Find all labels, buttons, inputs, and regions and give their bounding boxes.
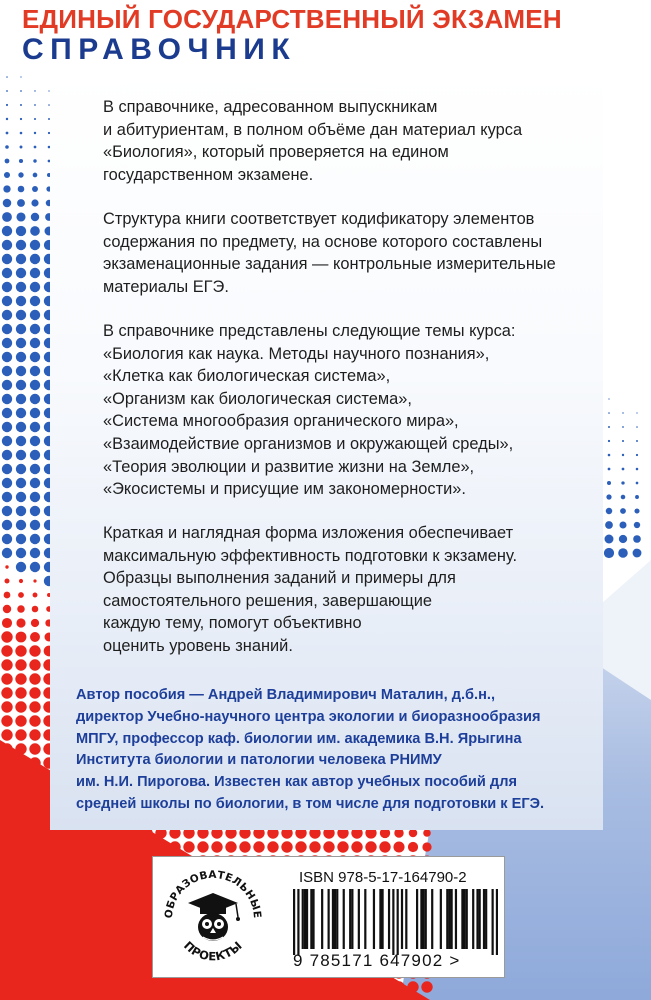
barcode-bar bbox=[364, 889, 366, 949]
blue-dot bbox=[34, 118, 36, 120]
blue-dot bbox=[20, 90, 22, 92]
barcode-bar bbox=[422, 889, 424, 949]
blue-dot bbox=[5, 145, 9, 149]
blue-dot bbox=[31, 213, 39, 221]
red-dot bbox=[211, 841, 222, 852]
blue-dot bbox=[2, 212, 12, 222]
blue-dot bbox=[30, 548, 40, 558]
blue-dot bbox=[30, 562, 40, 572]
text-line: каждую тему, помогут объективно bbox=[103, 614, 362, 633]
blue-dot bbox=[2, 478, 12, 488]
barcode-bar bbox=[336, 889, 338, 949]
blue-dot bbox=[30, 450, 40, 460]
blue-dot bbox=[6, 90, 8, 92]
owl-graduation-cap-icon bbox=[188, 893, 240, 941]
red-dot bbox=[183, 841, 194, 852]
barcode-bar bbox=[397, 889, 399, 955]
barcode-bar bbox=[466, 889, 468, 949]
red-dot bbox=[33, 579, 36, 582]
blue-dot bbox=[19, 159, 23, 163]
blue-dot bbox=[30, 408, 40, 418]
blue-dot bbox=[30, 464, 40, 474]
blue-dot bbox=[633, 549, 642, 558]
blue-dot bbox=[2, 324, 12, 334]
red-dot bbox=[32, 606, 39, 613]
author-line: средней школы по биологии, в том числе для подготовки к ЕГЭ. bbox=[76, 795, 545, 812]
red-dot bbox=[1, 701, 12, 712]
red-dot bbox=[239, 841, 250, 852]
barcode-bar bbox=[463, 889, 465, 949]
red-dot bbox=[1, 645, 12, 656]
blue-dot bbox=[16, 212, 25, 221]
red-dot bbox=[1, 659, 12, 670]
blue-dot bbox=[2, 296, 12, 306]
blue-dot bbox=[621, 495, 626, 500]
blue-dot bbox=[604, 548, 614, 558]
topic-item: «Теория эволюции и развитие жизни на Земле», bbox=[103, 457, 475, 476]
red-dot bbox=[29, 715, 40, 726]
blue-dot bbox=[6, 104, 8, 106]
red-dot bbox=[408, 842, 418, 852]
red-dot bbox=[15, 673, 26, 684]
blue-dot bbox=[634, 522, 640, 528]
blue-dot bbox=[18, 186, 25, 193]
blue-dot bbox=[34, 90, 35, 91]
annotation-panel bbox=[50, 68, 603, 830]
topic-item: «Организм как биологическая система», bbox=[103, 389, 412, 408]
text-line: Краткая и наглядная форма изложения обеспечивает bbox=[103, 524, 514, 542]
blue-dot bbox=[2, 408, 12, 418]
red-dot bbox=[17, 605, 25, 613]
blue-dot bbox=[16, 534, 26, 544]
blue-dot bbox=[17, 199, 25, 207]
blue-dot bbox=[30, 506, 40, 516]
blue-dot bbox=[20, 118, 22, 120]
barcode-bar bbox=[306, 889, 308, 949]
ean-first-digit: 9 bbox=[293, 951, 304, 970]
text-line: «Биология», который проверяется на едином bbox=[103, 143, 449, 162]
blue-dot bbox=[622, 412, 623, 413]
blue-dot bbox=[30, 226, 40, 236]
blue-dot bbox=[30, 436, 40, 446]
structure-paragraph bbox=[103, 208, 603, 298]
series-title: ЕДИНЫЙ ГОСУДАРСТВЕННЫЙ ЭКЗАМЕН bbox=[22, 4, 562, 34]
blue-dot bbox=[608, 412, 610, 414]
blue-dot bbox=[20, 104, 22, 106]
blue-dot bbox=[620, 508, 626, 514]
blue-dot bbox=[608, 398, 609, 399]
red-dot bbox=[15, 729, 26, 740]
red-dot bbox=[15, 687, 26, 698]
blue-dot bbox=[30, 422, 40, 432]
topic-item: «Взаимодействие организмов и окружающей среды», bbox=[103, 434, 514, 453]
blue-dot bbox=[634, 508, 639, 513]
blue-dot bbox=[20, 76, 21, 77]
blue-dot bbox=[30, 310, 40, 320]
author-line: Института биологии и патологии человека РНИМУ bbox=[76, 752, 442, 769]
blue-dot bbox=[16, 240, 26, 250]
red-dot bbox=[19, 579, 23, 583]
text-line: материалы ЕГЭ. bbox=[103, 277, 229, 296]
book-type-title: СПРАВОЧНИК bbox=[22, 33, 297, 66]
blue-dot bbox=[636, 412, 637, 413]
blue-dot bbox=[622, 426, 624, 428]
blue-dot bbox=[6, 118, 8, 120]
blue-dot bbox=[607, 481, 611, 485]
barcode-bar bbox=[328, 889, 330, 949]
blue-dot bbox=[30, 394, 40, 404]
barcode-bar bbox=[416, 889, 418, 949]
barcode-bar bbox=[485, 889, 487, 949]
blue-dot bbox=[16, 226, 26, 236]
text-line: максимальную эффективность подготовки к экзамену. bbox=[103, 546, 518, 565]
blue-dot bbox=[30, 296, 40, 306]
blue-dot bbox=[2, 352, 12, 362]
blue-dot bbox=[16, 478, 26, 488]
blue-dot bbox=[16, 380, 26, 390]
author-line: Автор пособия — Андрей Владимирович Маталин, д.б.н., bbox=[76, 687, 496, 703]
barcode-bar bbox=[392, 889, 394, 955]
author-line: МПГУ, профессор каф. биологии им. академика В.Н. Ярыгина bbox=[76, 730, 522, 747]
red-dot bbox=[29, 743, 40, 754]
blue-dot bbox=[2, 366, 12, 376]
blue-dot bbox=[30, 338, 40, 348]
blue-dot bbox=[636, 426, 638, 428]
red-dot bbox=[18, 592, 24, 598]
red-dot bbox=[15, 659, 26, 670]
barcode-bar bbox=[472, 889, 474, 949]
blue-dot bbox=[30, 534, 40, 544]
red-dot bbox=[29, 687, 40, 698]
blue-dot bbox=[618, 548, 628, 558]
red-dot bbox=[1, 729, 12, 740]
blue-dot bbox=[18, 172, 23, 177]
blue-dot bbox=[2, 268, 12, 278]
logo-top-text: ОБРАЗОВАТЕЛЬНЫЕ bbox=[162, 868, 264, 919]
text-line: экзаменационные задания — контрольные измерительные bbox=[103, 255, 556, 274]
blue-dot bbox=[34, 146, 37, 149]
blue-dot bbox=[2, 492, 12, 502]
blue-dot bbox=[16, 520, 26, 530]
blue-dot bbox=[2, 310, 12, 320]
barcode-bar bbox=[388, 889, 390, 949]
barcode-bar bbox=[302, 889, 304, 949]
author-bio bbox=[76, 685, 601, 816]
blue-dot bbox=[2, 464, 12, 474]
barcode-bar bbox=[358, 889, 360, 949]
red-dot bbox=[29, 729, 40, 740]
red-dot bbox=[15, 715, 26, 726]
red-dot bbox=[197, 841, 208, 852]
barcode-bar bbox=[293, 889, 295, 955]
barcode-bar bbox=[332, 889, 334, 949]
publisher-logo bbox=[158, 861, 268, 973]
blue-dot bbox=[16, 562, 26, 572]
blue-dot bbox=[16, 408, 26, 418]
barcode-bar bbox=[310, 889, 312, 949]
red-dot bbox=[422, 842, 431, 851]
blue-dot bbox=[30, 492, 40, 502]
blue-dot bbox=[20, 146, 23, 149]
barcode-bar bbox=[476, 889, 478, 949]
red-dot bbox=[33, 593, 38, 598]
blue-dot bbox=[4, 172, 10, 178]
barcode-bar bbox=[420, 889, 422, 949]
red-dot bbox=[1, 631, 12, 642]
topic-item: «Экосистемы и присущие им закономерности». bbox=[103, 480, 466, 499]
red-dot bbox=[337, 841, 348, 852]
blue-dot bbox=[605, 535, 614, 544]
blue-dot bbox=[32, 186, 38, 192]
blue-dot bbox=[33, 159, 36, 162]
blue-dot bbox=[6, 132, 9, 135]
blue-dot bbox=[33, 173, 38, 178]
blue-dot bbox=[30, 352, 40, 362]
red-dot bbox=[253, 841, 264, 852]
text-line: Структура книги соответствует кодификатору элементов bbox=[103, 210, 535, 228]
blue-dot bbox=[622, 454, 624, 456]
blue-dot bbox=[619, 521, 626, 528]
red-dot bbox=[4, 578, 9, 583]
blue-dot bbox=[16, 450, 26, 460]
blue-dot bbox=[636, 468, 639, 471]
text-line: и абитуриентам, в полном объёме дан материал курса bbox=[103, 120, 523, 139]
blue-dot bbox=[30, 268, 40, 278]
blue-dot bbox=[635, 495, 639, 499]
blue-dot bbox=[605, 521, 613, 529]
red-dot bbox=[267, 841, 278, 852]
red-dot bbox=[29, 659, 40, 670]
red-dot bbox=[393, 841, 404, 852]
blue-dot bbox=[30, 380, 40, 390]
blue-dot bbox=[30, 254, 40, 264]
text-line: В справочнике представлены следующие темы курса: bbox=[103, 322, 516, 340]
red-dot bbox=[29, 701, 40, 712]
blue-dot bbox=[16, 268, 26, 278]
red-dot bbox=[281, 841, 292, 852]
isbn-label: ISBN 978-5-17-164790-2 bbox=[299, 869, 467, 886]
blue-dot bbox=[622, 440, 624, 442]
barcode-bar bbox=[448, 889, 450, 949]
blue-dot bbox=[16, 352, 26, 362]
red-dot bbox=[15, 701, 26, 712]
barcode-bar bbox=[373, 889, 375, 949]
blue-dot bbox=[2, 534, 12, 544]
blue-dot bbox=[3, 185, 10, 192]
author-line: им. Н.И. Пирогова. Известен как автор учебных пособий для bbox=[76, 774, 517, 791]
barcode-bar bbox=[425, 889, 427, 949]
blue-dot bbox=[636, 482, 639, 485]
blue-dot bbox=[622, 468, 625, 471]
blue-dot bbox=[2, 380, 12, 390]
blue-dot bbox=[16, 282, 26, 292]
blue-dot bbox=[2, 226, 12, 236]
red-dot bbox=[3, 605, 11, 613]
barcode-bar bbox=[440, 889, 442, 949]
red-dot bbox=[31, 619, 39, 627]
barcode-bar bbox=[321, 889, 323, 949]
red-dot bbox=[409, 829, 418, 838]
blue-dot bbox=[30, 520, 40, 530]
text-line: оценить уровень знаний. bbox=[103, 636, 293, 655]
blue-dot bbox=[16, 296, 26, 306]
barcode-bar bbox=[492, 889, 494, 955]
red-dot bbox=[5, 565, 8, 568]
blue-dot bbox=[2, 338, 12, 348]
ean-group-left: 785171 bbox=[309, 951, 374, 970]
barcode-bar bbox=[349, 889, 351, 949]
blue-dot bbox=[30, 366, 40, 376]
blue-dot bbox=[2, 254, 12, 264]
blue-dot bbox=[16, 422, 26, 432]
blue-dot bbox=[16, 548, 26, 558]
red-dot bbox=[309, 841, 320, 852]
barcode-bar bbox=[479, 889, 481, 949]
blue-dot bbox=[2, 450, 12, 460]
barcode-bar bbox=[334, 889, 336, 949]
blue-dot bbox=[608, 468, 611, 471]
barcode-bar bbox=[297, 889, 299, 955]
blue-dot bbox=[16, 366, 26, 376]
red-dot bbox=[1, 715, 12, 726]
blue-dot bbox=[3, 199, 12, 208]
red-dot bbox=[29, 673, 40, 684]
barcode-bar bbox=[455, 889, 457, 949]
red-dot bbox=[1, 673, 12, 684]
red-dot bbox=[379, 841, 390, 852]
barcode-bar bbox=[401, 889, 403, 949]
red-dot bbox=[323, 841, 334, 852]
red-dot bbox=[1, 687, 12, 698]
barcode-bar bbox=[483, 889, 485, 949]
blue-dot bbox=[608, 454, 611, 457]
blue-dot bbox=[16, 464, 26, 474]
blue-dot bbox=[30, 478, 40, 488]
text-line: Образцы выполнения заданий и примеры для bbox=[103, 569, 456, 588]
barcode-bar bbox=[461, 889, 463, 949]
author-line: директор Учебно-научного центра экологии и биоразнообразия bbox=[76, 708, 541, 725]
blue-dot bbox=[2, 282, 12, 292]
red-dot bbox=[16, 632, 27, 643]
blue-dot bbox=[2, 240, 12, 250]
blue-dot bbox=[636, 440, 638, 442]
blue-dot bbox=[20, 132, 23, 135]
topic-item: «Система многообразия органического мира», bbox=[103, 412, 459, 431]
blue-dot bbox=[2, 548, 12, 558]
red-dot bbox=[365, 841, 376, 852]
barcode-box bbox=[152, 856, 505, 978]
blue-dot bbox=[633, 535, 641, 543]
blue-dot bbox=[2, 436, 12, 446]
ean-group-right: 647902 bbox=[379, 951, 444, 970]
barcode-bar bbox=[381, 889, 383, 949]
blue-dot bbox=[16, 310, 26, 320]
text-line: В справочнике, адресованном выпускникам bbox=[103, 98, 438, 116]
svg-text:ПРОЕКТЫ bbox=[181, 938, 245, 963]
ean-quiet-marker: > bbox=[449, 951, 461, 970]
blue-dot bbox=[31, 199, 38, 206]
red-dot bbox=[421, 981, 432, 992]
blue-dot bbox=[5, 159, 10, 164]
blue-dot bbox=[16, 436, 26, 446]
barcode-bar bbox=[451, 889, 453, 949]
barcode-bar bbox=[431, 889, 433, 949]
ean13-barcode bbox=[293, 889, 498, 955]
blue-dot bbox=[34, 104, 36, 106]
blue-dot bbox=[16, 492, 26, 502]
barcode-bar bbox=[343, 889, 345, 949]
blue-dot bbox=[30, 282, 40, 292]
text-line: государственном экзамене. bbox=[103, 165, 314, 184]
barcode-bar bbox=[379, 889, 381, 949]
barcode-bar bbox=[304, 889, 306, 949]
red-dot bbox=[30, 632, 40, 642]
intro-paragraph bbox=[103, 96, 603, 186]
barcode-bar bbox=[446, 889, 448, 949]
barcode-bar bbox=[351, 889, 353, 949]
blue-dot bbox=[16, 338, 26, 348]
red-dot bbox=[423, 829, 431, 837]
blue-dot bbox=[636, 454, 638, 456]
blue-dot bbox=[2, 520, 12, 530]
text-line: самостоятельного решения, завершающие bbox=[103, 591, 433, 610]
topics-paragraph bbox=[103, 320, 603, 501]
barcode-bar bbox=[496, 889, 498, 955]
red-dot bbox=[225, 841, 236, 852]
blue-dot bbox=[2, 422, 12, 432]
blue-dot bbox=[2, 506, 12, 516]
blue-dot bbox=[608, 440, 610, 442]
blue-dot bbox=[16, 506, 26, 516]
blue-dot bbox=[606, 494, 611, 499]
blue-dot bbox=[16, 254, 26, 264]
text-line: содержания по предмету, на основе которого составлены bbox=[103, 232, 543, 251]
red-dot bbox=[16, 618, 25, 627]
red-dot bbox=[295, 841, 306, 852]
red-dot bbox=[351, 841, 362, 852]
blue-dot bbox=[606, 508, 613, 515]
red-dot bbox=[29, 645, 40, 656]
blue-dot bbox=[608, 426, 610, 428]
format-paragraph bbox=[103, 522, 603, 658]
blue-dot bbox=[16, 324, 26, 334]
barcode-bar bbox=[405, 889, 407, 949]
red-dot bbox=[2, 618, 12, 628]
logo-bottom-text: ПРОЕКТЫ bbox=[181, 938, 245, 964]
red-dot bbox=[15, 645, 26, 656]
blue-dot bbox=[30, 324, 40, 334]
blue-dot bbox=[6, 76, 8, 78]
blue-dot bbox=[30, 240, 40, 250]
cover-header bbox=[0, 0, 651, 68]
topic-item: «Биология как наука. Методы научного познания», bbox=[103, 344, 490, 363]
blue-dot bbox=[621, 481, 624, 484]
topic-item: «Клетка как биологическая система», bbox=[103, 367, 391, 386]
blue-dot bbox=[619, 535, 627, 543]
blue-dot bbox=[34, 132, 36, 134]
ean-digits bbox=[293, 951, 508, 971]
blue-dot bbox=[16, 394, 26, 404]
blue-dot bbox=[2, 394, 12, 404]
barcode-bar bbox=[312, 889, 314, 949]
red-dot bbox=[4, 592, 11, 599]
